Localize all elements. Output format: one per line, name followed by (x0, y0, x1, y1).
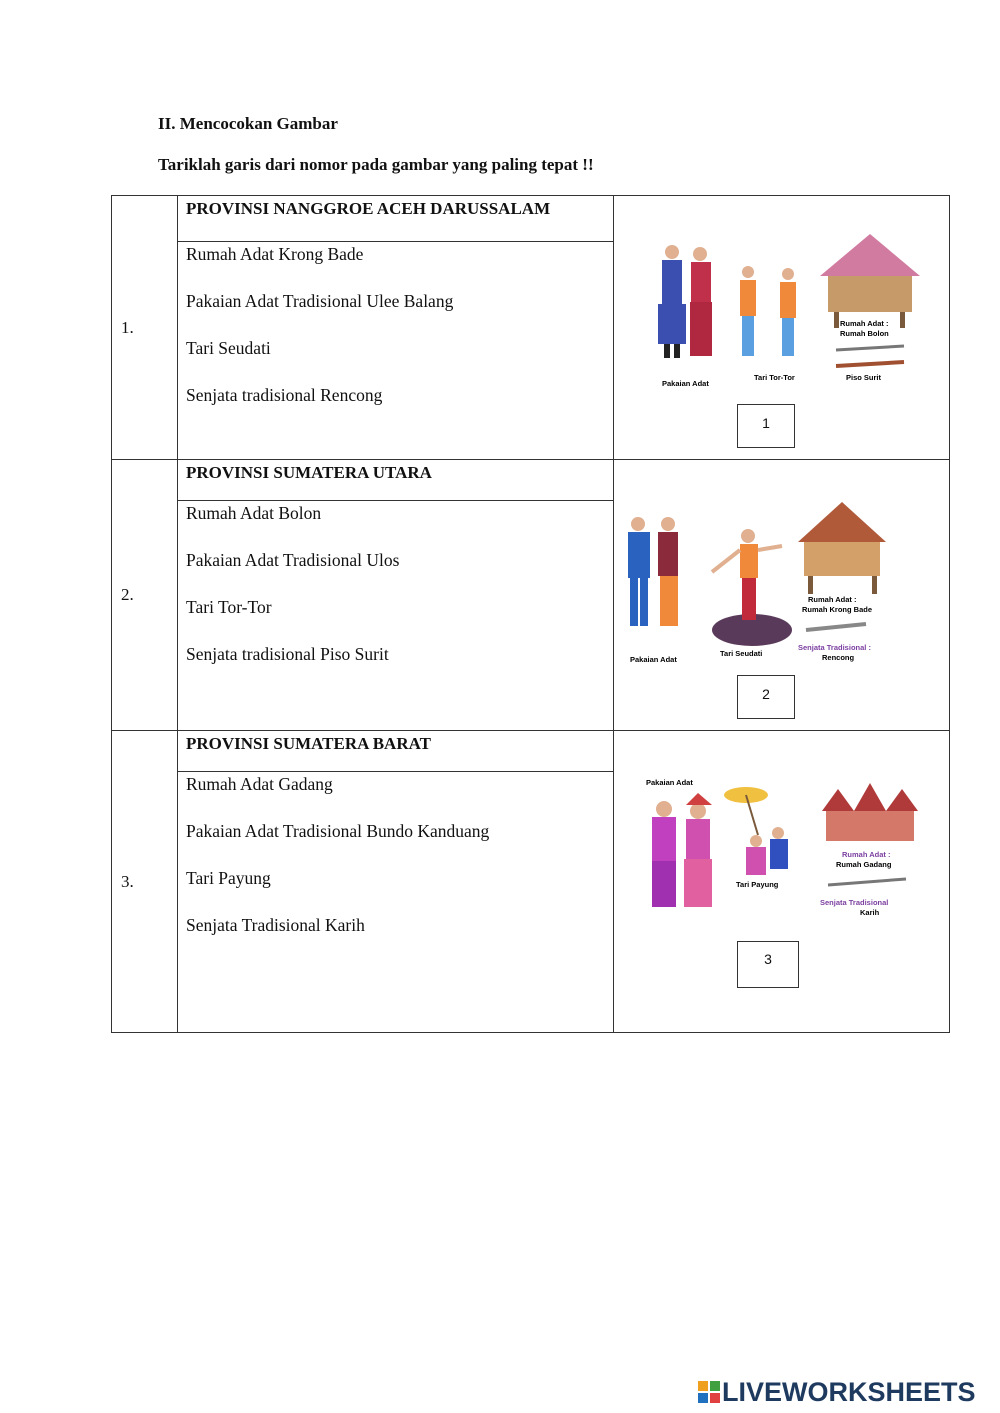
caption-pakaian: Pakaian Adat (630, 655, 677, 664)
caption-senjata: Senjata Tradisional (820, 898, 889, 907)
picture-cell (614, 460, 950, 731)
answer-box-2[interactable]: 2 (737, 675, 795, 719)
answer-box-1[interactable]: 1 (737, 404, 795, 448)
picture-cell (614, 196, 950, 460)
liveworksheets-logo-icon (698, 1381, 720, 1403)
province-title: PROVINSI SUMATERA UTARA (178, 460, 613, 501)
province-title: PROVINSI NANGGROE ACEH DARUSSALAM (178, 196, 613, 242)
row-number: 1. (112, 196, 178, 460)
province-info (178, 460, 614, 731)
table-row (112, 731, 950, 1033)
list-item: Rumah Adat Krong Bade (186, 244, 364, 264)
list-item: Tari Payung (186, 868, 271, 888)
culture-list (178, 242, 613, 432)
caption-tari: Tari Payung (736, 880, 779, 889)
list-item: Pakaian Adat Tradisional Bundo Kanduang (186, 821, 490, 841)
caption-rumah-name: Rumah Gadang (836, 860, 892, 869)
caption-pakaian: Pakaian Adat (662, 379, 709, 388)
caption-rumah-name: Rumah Bolon (840, 329, 889, 338)
list-item: Senjata tradisional Rencong (186, 385, 383, 405)
culture-list (178, 772, 613, 962)
section-title: II. Mencocokan Gambar (158, 114, 338, 133)
brand-name[interactable]: LIVEWORKSHEETS (722, 1377, 976, 1407)
caption-rumah: Rumah Adat : (808, 595, 857, 604)
list-item: Pakaian Adat Tradisional Ulee Balang (186, 291, 454, 311)
caption-tari: Tari Seudati (720, 649, 763, 658)
province-info (178, 731, 614, 1033)
caption-rumah: Rumah Adat : (842, 850, 891, 859)
list-item: Rumah Adat Gadang (186, 774, 333, 794)
caption-rumah-name: Rumah Krong Bade (802, 605, 873, 614)
list-item: Tari Tor-Tor (186, 597, 272, 617)
answer-box-3[interactable]: 3 (737, 941, 799, 988)
culture-illustration (628, 775, 928, 927)
matching-table (111, 195, 950, 1033)
row-number: 3. (112, 731, 178, 1033)
caption-senjata-name: Karih (860, 908, 880, 917)
list-item: Pakaian Adat Tradisional Ulos (186, 550, 400, 570)
caption-senjata-name: Rencong (822, 653, 855, 662)
caption-pakaian: Pakaian Adat (646, 778, 693, 787)
culture-list (178, 501, 613, 691)
caption-senjata: Piso Surit (846, 373, 882, 382)
caption-senjata: Senjata Tradisional : (798, 643, 871, 652)
caption-tari: Tari Tor-Tor (754, 373, 795, 382)
list-item: Tari Seudati (186, 338, 271, 358)
table-row (112, 196, 950, 460)
caption-rumah: Rumah Adat : (840, 319, 889, 328)
list-item: Senjata Tradisional Karih (186, 915, 365, 935)
list-item: Rumah Adat Bolon (186, 503, 322, 523)
province-title: PROVINSI SUMATERA BARAT (178, 731, 613, 772)
table-row (112, 460, 950, 731)
row-number: 2. (112, 460, 178, 731)
culture-illustration (648, 234, 920, 394)
culture-illustration (622, 498, 894, 674)
instruction-text: Tariklah garis dari nomor pada gambar yang paling tepat !! (158, 155, 594, 174)
picture-cell (614, 731, 950, 1033)
list-item: Senjata tradisional Piso Surit (186, 644, 389, 664)
province-info (178, 196, 614, 460)
